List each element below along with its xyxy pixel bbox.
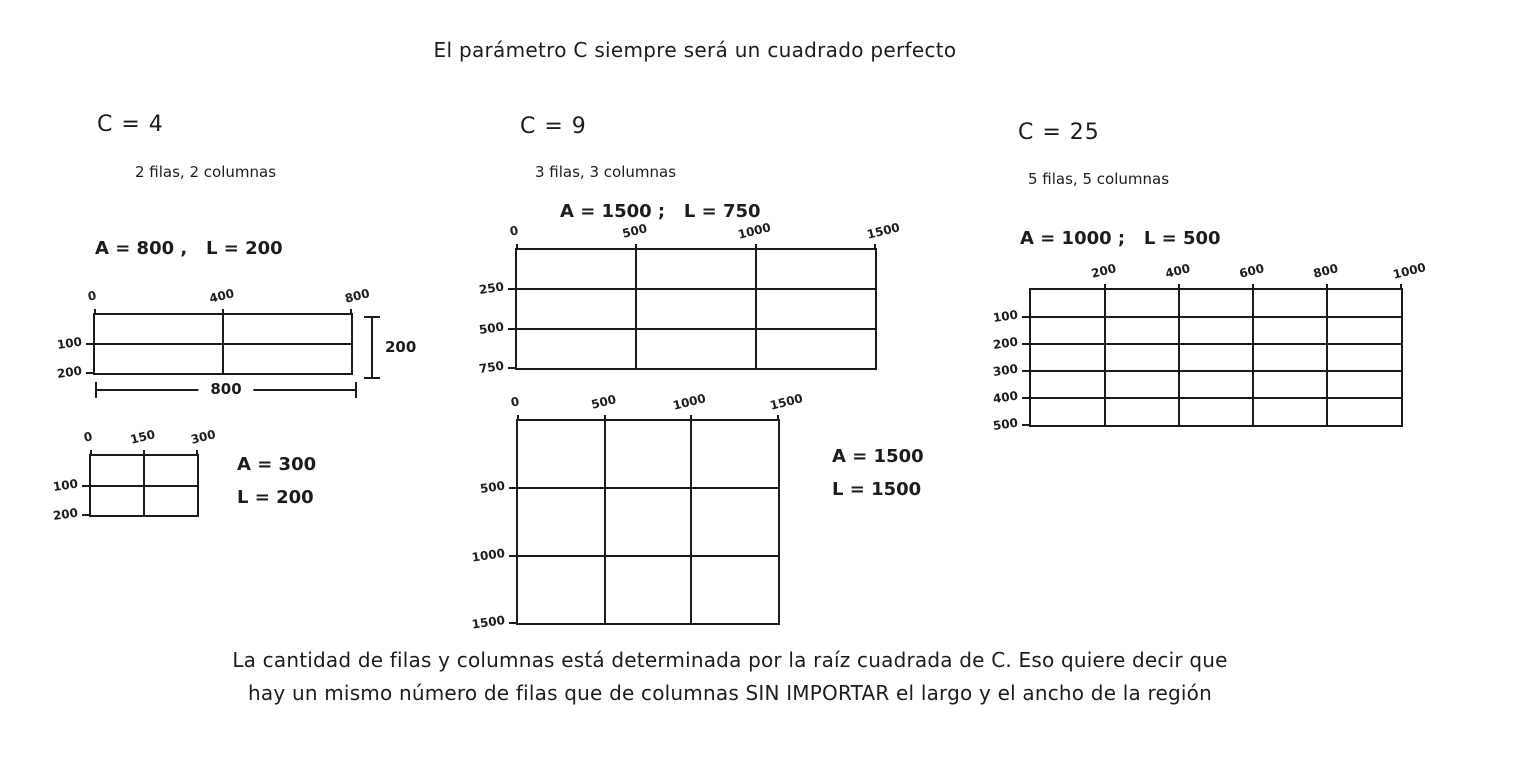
grid-c9-square	[470, 391, 805, 632]
y-axis-label: 500	[478, 319, 505, 337]
grid-c4-large	[56, 286, 417, 399]
x-axis-tick	[604, 415, 606, 421]
x-axis-label: 300	[189, 427, 218, 447]
panel-c25-heading: C = 25	[1018, 120, 1100, 145]
x-axis-tick	[196, 450, 198, 456]
grid-line-horizontal	[1031, 370, 1401, 372]
height-dimension-label: 200	[385, 337, 417, 356]
grid-annotation	[832, 440, 924, 506]
x-axis-label: 1500	[865, 220, 902, 242]
y-axis-tick	[509, 487, 518, 489]
x-axis-label: 400	[207, 286, 236, 306]
y-axis-tick	[508, 328, 517, 330]
grid-line-vertical	[604, 421, 606, 623]
y-axis-label: 500	[479, 478, 506, 497]
y-axis-tick	[1022, 343, 1031, 345]
x-axis-tick	[94, 309, 96, 315]
x-axis-label: 1000	[1391, 260, 1428, 282]
x-axis-label: 800	[343, 286, 372, 306]
x-axis-tick	[516, 244, 518, 250]
x-axis-tick	[1252, 284, 1254, 290]
y-axis-label: 200	[992, 334, 1019, 352]
grid-line-vertical	[1178, 290, 1180, 425]
grid-c25	[992, 260, 1428, 433]
y-axis-tick	[508, 367, 517, 369]
x-axis-tick	[350, 309, 352, 315]
y-axis-tick	[82, 514, 91, 516]
x-axis-tick	[1400, 284, 1402, 290]
bracket-cap	[364, 377, 380, 379]
x-axis-label: 0	[82, 429, 94, 445]
x-axis-tick	[635, 244, 637, 250]
x-axis-label: 0	[86, 288, 98, 304]
grid-line-horizontal	[1031, 343, 1401, 345]
x-axis-label: 800	[1311, 261, 1340, 281]
x-axis-tick	[222, 309, 224, 315]
y-axis-tick	[509, 555, 518, 557]
grid-line-horizontal	[517, 288, 875, 290]
x-axis-label: 500	[589, 392, 618, 412]
grid-line-vertical	[755, 250, 757, 368]
grid-line-vertical	[1252, 290, 1254, 425]
grid-line-vertical	[690, 421, 692, 623]
grid-annotation-line: L = 1500	[832, 479, 922, 500]
x-axis-tick	[1104, 284, 1106, 290]
bracket-cap	[364, 316, 380, 318]
y-axis-label: 1000	[470, 545, 506, 565]
x-axis-tick	[690, 415, 692, 421]
y-axis-label: 200	[56, 363, 83, 381]
y-axis-label: 250	[478, 279, 505, 298]
y-axis-tick	[86, 343, 95, 345]
x-axis-tick	[777, 415, 779, 421]
y-axis-tick	[1022, 397, 1031, 399]
panel-c25-subheading: 5 filas, 5 columnas	[1028, 170, 1170, 188]
bracket-cap	[95, 382, 97, 398]
grid-annotation-line: L = 200	[237, 487, 314, 508]
height-dimension-bracket	[364, 316, 417, 379]
panel-c4-heading: C = 4	[97, 112, 164, 137]
grid-line-horizontal	[518, 555, 778, 557]
y-axis-label: 300	[992, 361, 1019, 379]
footer-text	[150, 644, 1310, 710]
panel-c25-params: A = 1000 ; L = 500	[1020, 228, 1221, 249]
footer-line-2: hay un mismo número de filas que de columnas SIN IMPORTAR el largo y el ancho de la región	[248, 681, 1212, 705]
bracket-cap	[355, 382, 357, 398]
grid-line-vertical	[1104, 290, 1106, 425]
x-axis-tick	[143, 450, 145, 456]
x-axis-label: 600	[1237, 261, 1266, 281]
grid-line-horizontal	[518, 487, 778, 489]
panel-c4-subheading: 2 filas, 2 columnas	[135, 163, 277, 181]
y-axis-label: 400	[992, 388, 1019, 406]
width-dimension-label: 800	[198, 380, 253, 398]
y-axis-tick	[508, 288, 517, 290]
x-axis-label: 400	[1163, 261, 1192, 281]
x-axis-label: 1500	[768, 391, 805, 413]
panel-c9-heading: C = 9	[520, 114, 587, 139]
grid-annotation	[237, 448, 316, 514]
y-axis-label: 100	[52, 476, 79, 494]
y-axis-tick	[86, 372, 95, 374]
y-axis-label: 100	[56, 334, 83, 352]
grid-line-horizontal	[517, 328, 875, 330]
y-axis-tick	[1022, 316, 1031, 318]
grid-c4-small	[52, 427, 218, 523]
x-axis-label: 150	[128, 427, 157, 447]
y-axis-label: 100	[992, 307, 1019, 325]
panel-c4-params: A = 800 , L = 200	[95, 238, 283, 259]
x-axis-label: 0	[509, 394, 521, 410]
x-axis-tick	[1326, 284, 1328, 290]
grid-line-horizontal	[1031, 397, 1401, 399]
x-axis-tick	[90, 450, 92, 456]
page-title: El parámetro C siempre será un cuadrado perfecto	[433, 38, 957, 62]
y-axis-label: 200	[52, 505, 79, 523]
grid-line-vertical	[635, 250, 637, 368]
grid-line-vertical	[1326, 290, 1328, 425]
y-axis-label: 1500	[470, 613, 506, 632]
grid-line-horizontal	[1031, 316, 1401, 318]
x-axis-tick	[517, 415, 519, 421]
grid-line-horizontal	[95, 343, 351, 345]
footer-line-1: La cantidad de filas y columnas está determinada por la raíz cuadrada de C. Eso quiere decir que	[232, 648, 1228, 672]
grid-line-horizontal	[91, 485, 197, 487]
panel-c9-params: A = 1500 ; L = 750	[560, 201, 761, 222]
x-axis-label: 200	[1089, 261, 1118, 281]
grid-c9-wide	[478, 220, 902, 376]
x-axis-tick	[755, 244, 757, 250]
panel-c9-subheading: 3 filas, 3 columnas	[535, 163, 677, 181]
x-axis-label: 500	[621, 221, 649, 241]
y-axis-tick	[1022, 370, 1031, 372]
y-axis-label: 750	[478, 358, 505, 376]
y-axis-tick	[509, 622, 518, 624]
x-axis-label: 0	[508, 223, 520, 239]
y-axis-label: 500	[992, 415, 1019, 433]
y-axis-tick	[82, 485, 91, 487]
x-axis-tick	[1178, 284, 1180, 290]
x-axis-label: 1000	[736, 220, 772, 242]
bracket-line	[371, 316, 373, 379]
width-dimension-bracket	[95, 382, 357, 398]
y-axis-tick	[1022, 424, 1031, 426]
grid-annotation-line: A = 1500	[832, 446, 924, 467]
x-axis-tick	[874, 244, 876, 250]
x-axis-label: 1000	[671, 391, 708, 413]
grid-annotation-line: A = 300	[237, 454, 317, 475]
